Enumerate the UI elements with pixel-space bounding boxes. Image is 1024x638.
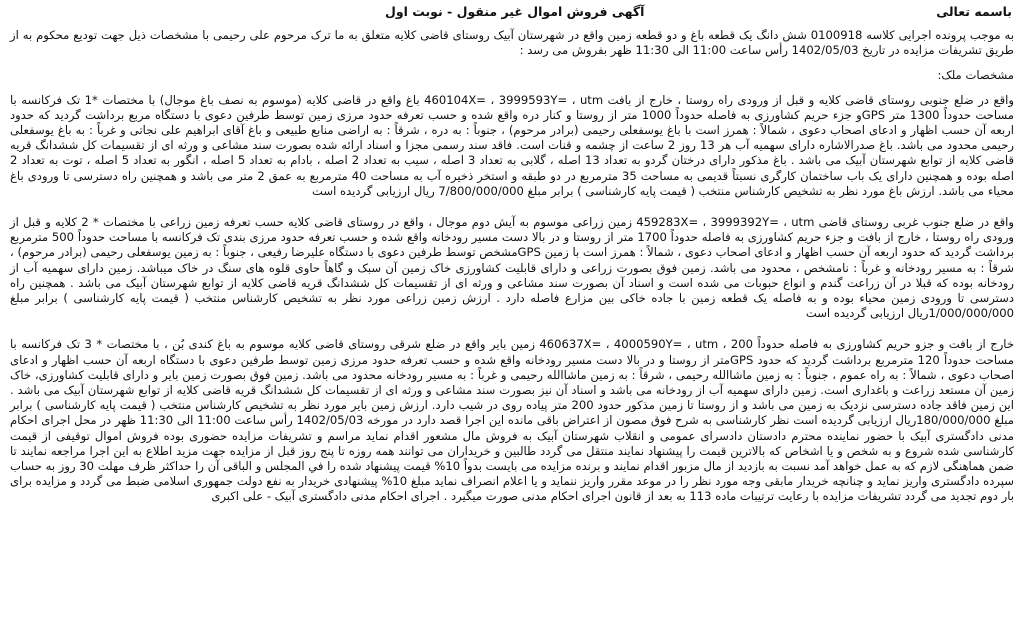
property-spec-heading: مشخصات ملک: bbox=[937, 68, 1014, 83]
bismillah-heading: باسمه تعالی bbox=[936, 4, 1012, 19]
notice-title: آگهی فروش اموال غیر منقول - نوبت اول bbox=[385, 4, 645, 19]
property-item-2: واقع در ضلع جنوب غربی روستای قاضی 459283X= ، 3999392Y= ، utm زمین زراعی موسوم به آیش دوم موجال ، واقع در روستای قاضی کلایه حسب تعرفه زمین زراعی با مختصات * 2 کلایه و قبل از ورودی راه روستا ، خارج از بافت و جزء حریم کشاورزی به فاصله حدوداً 1700 متر از روستا و در بالا دست مسیر رودخانه واقع شده و حسب تعرفه حدود مرزی بندی تک فرکانسه با مساحت حدوداً 500 مترمربع برداشت گردید که حدود اربعه آن حسب اظهار و ادعای اصحاب دعوی ، شمالاً : همرز است با زمین GPSمشخص توسط طرفین دعوی با دستگاه علیرضا رفیعی ، جنوباً : به زمین یوسفعلی رحیمی (برادر مرحوم) ، شرقاً : به مسیر رودخانه و غرباً : نامشخص ، محدود می باشد. زمین فوق بصورت زراعی و دارای قابلیت کشاورزی خاک زمین آن سبک و گاهاً حاوی قلوه های سنگ در خاک میباشد. زمین دارای سهمیه آب از رودخانه بوده که قبلا در آن زراعت گندم و انواع حبوبات می شده است و اسناد آن بصورت سند مشاعی و ورثه ای از تقسیمات کل ششدانگ قریه قاضی کلایه از توابع شهرستان آبیک می باشد . همچنین راه دسترسی تا ورودی زمین محیاء بوده و به فاصله یک قطعه زمین با جاده خاکی بین مزارع فاصله دارد . ارزش زمین زراعی مورد نظر به تشخیص کارشناس منتخب ( قیمت پایه کارشناسی ) برابر مبلغ 1/000/000/000ریال ارزیابی گردیده است bbox=[10, 215, 1015, 321]
property-item-1: واقع در ضلع جنوبی روستای قاضی کلایه و قبل از ورودی راه روستا ، خارج از بافت 460104X= ، 3999593Y= ، utm باغ واقع در قاضی کلایه (موسوم به نصف باغ موجال) با مختصات *1 تک فرکانسه با مساحت حدوداً 1300 متر GPSو جزء حریم کشاورزی به فاصله حدوداً 1000 متر از روستا و کنار دره واقع شده و حسب تعرفه حدود مرزی زمین توسط طرفین دعوی با دستگاه مربع برداشت گردید که حدود اربعه آن حسب اظهار و ادعای اصحاب دعوی ، شمالاً : همرز است با باغ یوسفعلی رحیمی (برادر مرحوم) ، جنوباً : به دره ، شرقاً : به اراضی منابع طبیعی و باغ آقای ابراهیم علی نجاتی و غرباً : به باغ یوسفعلی رحیمی محدود می باشد. باغ صدرالاشاره دارای سهمیه آب هر 13 روز 2 ساعت از چشمه و قنات است. فاقد سند رسمی مجزا و اسناد ارائه شده بصورت سند مشاعی و ورثه ای از تقسیمات کل ششدانگ قریه قاضی کلایه از توابع شهرستان آبیک می باشد . باغ مذکور دارای درختان گردو به تعداد 13 اصله ، گلابی به تعداد 3 اصله ، سیب به تعداد 2 اصله ، بادام به تعداد 5 اصله ، انگور به تعداد 5 اصله ، توت به تعداد 2 اصله بوده و همچنین دارای یک باب ساختمان کارگری نسبتاً قدیمی به مساحت 35 مترمربع در دو طبقه و استخر ذخیره آب به مساحت 40 مترمربع به عمق 2 متر می باشد و همچنین راه دسترسی تا ورودی باغ محیاء می باشد. ارزش باغ مورد نظر به تشخیص کارشناس منتخب ( قیمت پایه کارشناسی ) برابر مبلغ 7/800/000/000 ریال ارزیابی گردیده است bbox=[10, 92, 1015, 198]
intro-paragraph: به موجب پرونده اجرایی کلاسه 0100918 شش دانگ یک قطعه باغ و دو قطعه زمین واقع در شهرستان آبیک روستای قاضی کلایه متعلق به ما ترک مرحوم علی رحیمی با مشخصات ذیل جهت تودیع محکوم به از طریق تشریفات مزایده در تاریخ 1402/05/03 رأس ساعت 11:00 الی 11:30 ظهر بفروش می رسد : bbox=[10, 28, 1015, 58]
notice-header bbox=[10, 4, 1014, 22]
property-item-3: خارج از بافت و جزو حریم کشاورزی به فاصله حدوداً 200 ، 460637X= ، 4000590Y= ، utm زمین بایر واقع در ضلع شرقی روستای قاضی کلایه موسوم به باغ کندی بُن ، با مختصات * 3 تک فرکانسه با مساحت حدوداً 120 مترمربع برداشت گردید که حدود GPSمتر از روستا و در بالا دست مسیر رودخانه واقع شده و حسب تعرفه حدود مرزی زمین توسط طرفین دعوی با دستگاه اربعه آن حسب اظهار و ادعای اصحاب دعوی ، شمالاً : به راه عموم ، جنوباً : به زمین ماشاالله رحیمی ، شرقاً : به زمین ماشاالله رحیمی و غرباً : به مسیر رودخانه محدود می باشد. زمین فوق بصورت زمین بایر و دارای قابلیت کشاورزی، خاک زمین آن مستعد زراعت و باغداری است. زمین دارای سهمیه آب از رودخانه می باشد و اسناد آن نیز بصورت سند مشاعی و ورثه ای از تقسیمات کل ششدانگ قریه قاضی کلایه از توابع شهرستان آبیک می باشد . این زمین فاقد جاده دسترسی نزدیک به زمین می باشد و از روستا تا زمین مذکور حدود 200 متر پیاده روی در شیب دارد. ارزش زمین بایر مورد نظر به تشخیص کارشناس منتخب ( قیمت پایه کارشناسی ) برابر مبلغ 180/000/000ریال ارزیابی گردیده است نظر کارشناسی به شرح فوق مصون از اعتراض باقی مانده این اجرا قصد دارد در مورخه 1402/05/03 رأس ساعت 11:00 الی 11:30 ظهر در محل اجرای احکام مدنی دادگستری آبیک با حضور نماینده محترم دادستان دادسرای عمومی و انقلاب شهرستان آبیک به فروش مال مشعور اقدام نماید مراسم و تشریفات مزایده حضوری بوده فروش اموال توقیفی از قیمت کارشناسی شده شروع و به شخص و یا اشخاص که بالاترین قیمت را پیشنهاد نمایند منتقل می گردد طالبین و خریداران می توانند همه روزه تا پنج روز قبل از مزایده جهت مزید اطلاع به این اجرا مراجعه نمایند تا ضمن هماهنگی لازم که به عمل خواهد آمد نسبت به بازدید از مال مزبور اقدام نمایند و برنده مزایده می بایست بدواً 10% قیمت پیشنهاد شده را في المجلس و الباقی آن را حداکثر ظرف مهلت 30 روز به حساب سپرده دادگستری واریز نماید و چنانچه خریدار مابقی وجه مورد نظر را در موعد مقرر واریز ننماید و یا اعلام انصراف نماید مبلغ 10% پیشنهادی خریدار به نفع دولت جمهوری اسلامی ضبط می گردد و مزایده برای بار دوم تجدید می گردد تشریفات مزایده با رعایت ترتیبات ماده 113 به بعد از قانون اجرای احکام مدنی صورت میگیرد . اجرای احکام مدنی دادگستری آبیک - علی اکبری bbox=[10, 337, 1015, 504]
